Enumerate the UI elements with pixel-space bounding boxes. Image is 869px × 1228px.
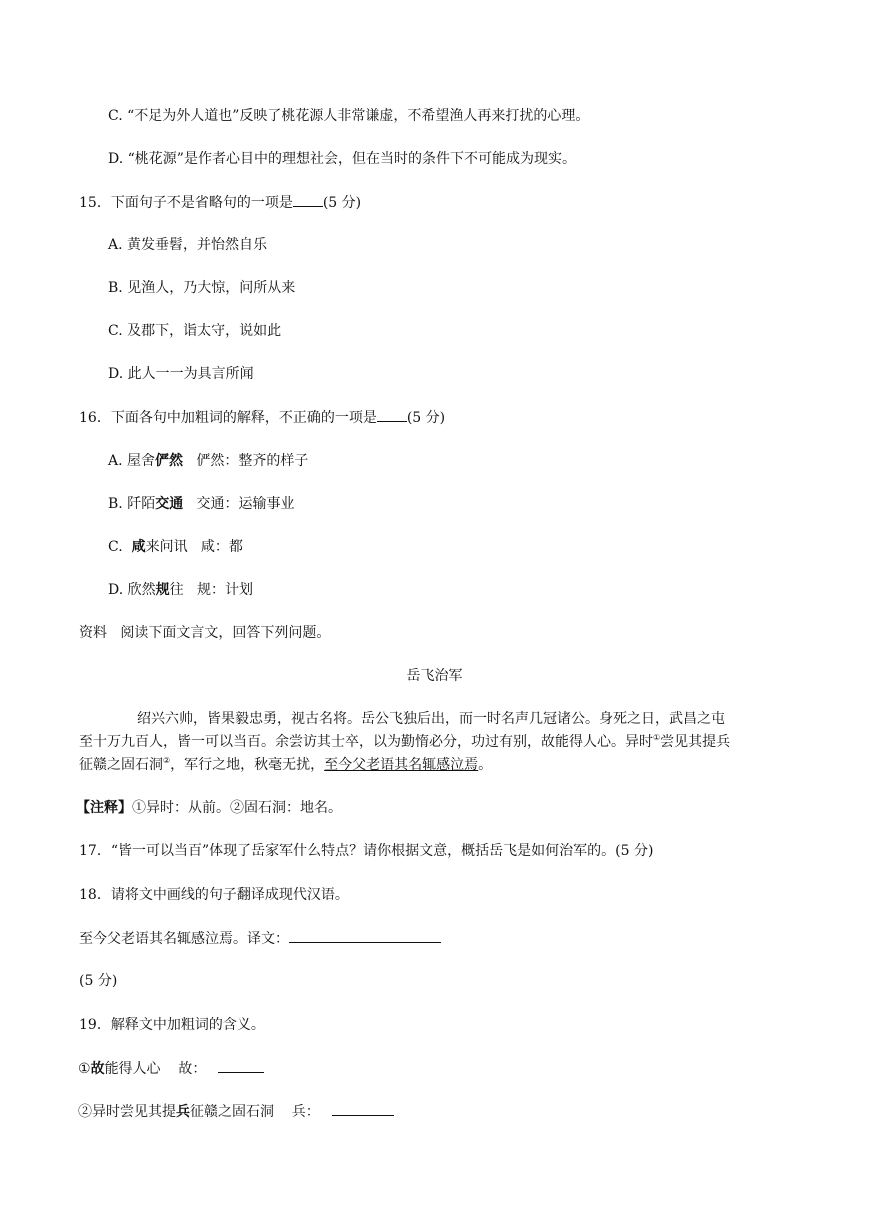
answer-blank[interactable] (293, 192, 323, 207)
answer-blank[interactable] (377, 407, 407, 422)
q15-stem-text: 15．下面句子不是省略句的一项是 (79, 195, 293, 211)
item-text: 征赣之固石洞 兵： (190, 1104, 320, 1120)
q19-item-1 (78, 1058, 264, 1079)
option-text: D. 欣然 (108, 582, 156, 598)
option-text: A. 屋舍 (108, 453, 156, 469)
underlined-sentence: 至今父老语其名辄感泣焉 (324, 757, 479, 773)
bold-word: 故 (90, 1061, 105, 1077)
q18-line (79, 928, 441, 949)
q15-option-b: B. 见渔人，乃大惊，问所从来 (108, 280, 296, 296)
answer-blank[interactable] (218, 1058, 264, 1073)
q16-stem (79, 407, 445, 428)
item-text: ① (78, 1061, 91, 1077)
q14-option-d: D. “桃花源”是作者心目中的理想社会，但在当时的条件下不可能成为现实。 (108, 151, 576, 167)
passage-text: 尝见其提兵 (660, 734, 731, 750)
footnote-marker: ① (653, 733, 661, 742)
q18-sentence: 至今父老语其名辄感泣焉。译文： (79, 931, 289, 947)
q16-option-d (108, 580, 253, 600)
q18-stem: 18．请将文中画线的句子翻译成现代汉语。 (79, 887, 349, 903)
translation-blank[interactable] (289, 928, 441, 943)
annotation-text: ①异时：从前。②固石洞：地名。 (132, 800, 342, 816)
q16-option-b (108, 494, 295, 514)
passage-text: 。 (478, 757, 493, 773)
footnote-marker: ② (163, 756, 171, 765)
q16-option-a (108, 451, 308, 471)
q19-stem: 19．解释文中加粗词的含义。 (79, 1017, 265, 1033)
bold-word: 俨然 (155, 453, 184, 469)
q15-score: (5 分) (322, 195, 362, 211)
q19-item-2 (78, 1101, 394, 1122)
passage-line-3 (79, 755, 492, 775)
q15-option-d: D. 此人一一为具言所闻 (108, 366, 254, 382)
annotation-label: 【注释】 (76, 800, 132, 816)
q16-stem-text: 16．下面各句中加粗词的解释，不正确的一项是 (79, 410, 377, 426)
annotation (76, 798, 342, 818)
bold-word: 交通 (155, 496, 184, 512)
q15-option-c: C. 及郡下，诣太守，说如此 (108, 323, 282, 339)
passage-text: 至十万九百人，皆一可以当百。余尝访其士卒，以为勤惰必分，功过有别，故能得人心。异时 (79, 734, 653, 750)
material-intro: 资料 阅读下面文言文，回答下列问题。 (79, 625, 331, 641)
option-text: 交通：运输事业 (183, 496, 295, 512)
option-text: 来问讯 咸：都 (145, 539, 243, 555)
q16-option-c (108, 537, 243, 557)
q15-stem (79, 192, 361, 213)
q14-option-c: C. “不足为外人道也”反映了桃花源人非常谦虚，不希望渔人再来打扰的心理。 (108, 108, 590, 124)
bold-word: 咸 (131, 539, 146, 555)
answer-blank[interactable] (332, 1101, 394, 1116)
q16-score: (5 分) (406, 410, 446, 426)
passage-text: 征赣之固石洞 (79, 757, 163, 773)
q17-stem: 17．“皆一可以当百”体现了岳家军什么特点？请你根据文意，概括岳飞是如何治军的。(5 分) (79, 843, 654, 859)
bold-word: 规 (155, 582, 170, 598)
passage-title: 岳飞治军 (406, 668, 463, 684)
item-text: 能得人心 故： (104, 1061, 207, 1077)
q15-option-a: A. 黄发垂髫，并怡然自乐 (108, 237, 268, 253)
option-text: B. 阡陌 (108, 496, 156, 512)
passage-text: ，军行之地，秋毫无扰， (170, 757, 325, 773)
option-text: 俨然：整齐的样子 (183, 453, 309, 469)
option-text: C. (108, 539, 132, 555)
item-text: ②异时尝见其提 (78, 1104, 176, 1120)
option-text: 往 规：计划 (169, 582, 253, 598)
q18-score: (5 分) (79, 973, 118, 989)
passage-line-2 (79, 732, 730, 752)
bold-word: 兵 (176, 1104, 190, 1120)
passage-line-1: 绍兴六帅，皆果毅忠勇，视古名将。岳公飞独后出，而一时名声几冠诸公。身死之日，武昌之屯 (137, 711, 725, 727)
